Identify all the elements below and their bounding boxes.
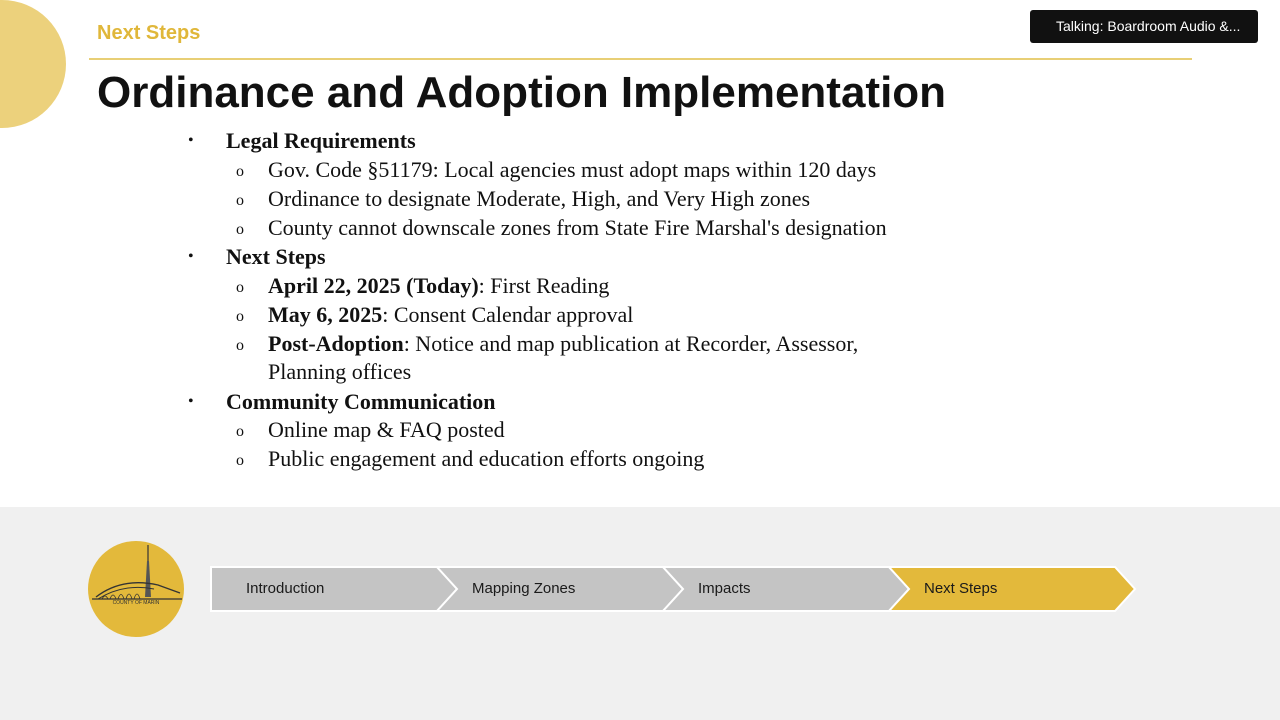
bullet-circle-icon: o xyxy=(236,278,244,296)
bullet-circle-icon: o xyxy=(236,423,244,440)
bullet-dot-icon: • xyxy=(188,132,194,149)
bullet-dot-icon: • xyxy=(188,392,194,410)
section-heading: • Legal Requirements xyxy=(188,128,416,153)
bullet-circle-icon: o xyxy=(236,162,244,180)
step-label: Impacts xyxy=(698,580,751,597)
logo-text: COUNTY OF MARIN xyxy=(112,600,160,606)
list-item: o Gov. Code §51179: Local agencies must adopt maps within 120 days xyxy=(180,156,928,185)
list-item: o Ordinance to designate Moderate, High, and Very High zones xyxy=(180,185,928,214)
bullet-circle-icon: o xyxy=(236,191,244,209)
bullet-circle-icon: o xyxy=(236,220,244,238)
talking-indicator: Talking: Boardroom Audio &... xyxy=(1030,10,1258,43)
slide-title: Ordinance and Adoption Implementation xyxy=(97,68,947,117)
step-label: Mapping Zones xyxy=(472,580,576,597)
bullet-circle-icon: o xyxy=(236,307,244,325)
list-item: o April 22, 2025 (Today): First Reading xyxy=(180,272,928,301)
list-item: o Public engagement and education efforts ongoing xyxy=(180,445,928,474)
list-item: o Online map & FAQ posted xyxy=(180,416,928,445)
list-item: o May 6, 2025: Consent Calendar approval xyxy=(180,301,928,330)
list-item: o County cannot downscale zones from State Fire Marshal's designation xyxy=(180,214,928,243)
section-heading: • Next Steps xyxy=(188,244,326,269)
bullet-circle-icon: o xyxy=(236,452,244,469)
bullet-dot-icon: • xyxy=(188,248,194,265)
section-heading: • Community Communication xyxy=(188,388,496,414)
step-label: Next Steps xyxy=(924,580,998,597)
step-label: Introduction xyxy=(246,580,325,597)
bullet-circle-icon: o xyxy=(236,336,244,354)
list-item: o Post-Adoption: Notice and map publication at Recorder, Assessor, Planning offices xyxy=(236,330,859,384)
section-label: Next Steps xyxy=(97,22,201,44)
